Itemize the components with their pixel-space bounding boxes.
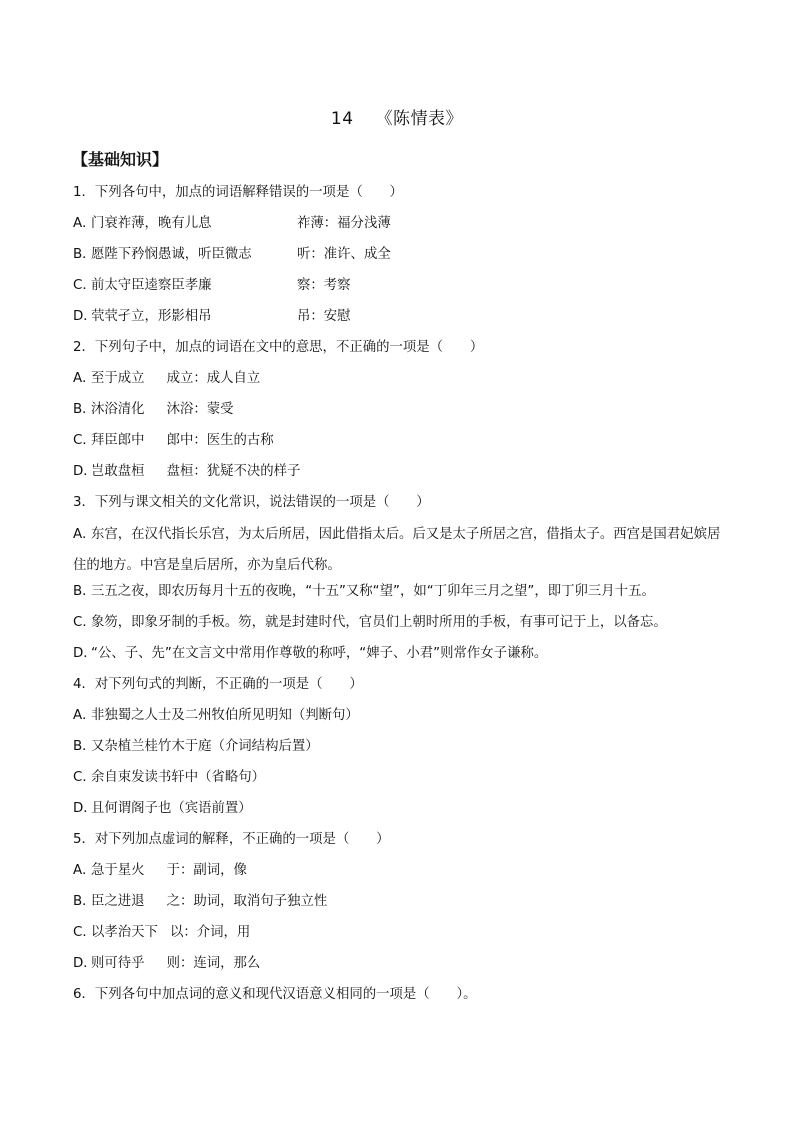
question-1-option-c: C．前太守臣逵察臣孝廉 察：考察	[73, 278, 351, 293]
page-title	[0, 104, 794, 129]
question-4-option-d: D．且何谓阁子也（宾语前置）	[73, 801, 252, 816]
question-5-option-d: D．则可待乎 则：连词，那么	[73, 956, 261, 971]
question-3-option-d: D．“公、子、先”在文言文中常用作尊敬的称呼，“婢子、小君”则常作女子谦称。	[73, 646, 548, 661]
question-4-stem: 4．对下列句式的判断，不正确的一项是（ ）	[73, 677, 363, 692]
question-1-stem: 1．下列各句中，加点的词语解释错误的一项是（ ）	[73, 185, 403, 200]
question-1-option-d: D．茕茕孑立，形影相吊 吊：安慰	[73, 309, 351, 324]
question-1-option-b: B．愿陛下矜悯愚诚，听臣微志 听：准许、成全	[73, 247, 391, 262]
question-2-stem: 2．下列句子中，加点的词语在文中的意思，不正确的一项是（ ）	[73, 340, 484, 355]
question-1-option-a: A．门衰祚薄，晚有儿息 祚薄：福分浅薄	[73, 216, 391, 231]
lesson-number: 14	[330, 109, 354, 129]
question-2-option-c: C．拜臣郎中 郎中：医生的古称	[73, 433, 274, 448]
question-5-option-b: B．臣之进退 之：助词，取消句子独立性	[73, 894, 328, 909]
question-6-stem: 6．下列各句中加点词的意义和现代汉语意义相同的一项是（ ）。	[73, 987, 477, 1002]
question-list	[73, 182, 733, 1015]
question-4-option-a: A．非独蜀之人士及二州牧伯所见明知（判断句）	[73, 708, 359, 723]
question-3-stem: 3．下列与课文相关的文化常识，说法错误的一项是（ ）	[73, 495, 430, 510]
lesson-title: 《陈情表》	[375, 109, 464, 129]
question-3-option-c: C．象笏，即象牙制的手板。笏，就是封建时代，官员们上朝时所用的手板，有事可记于上，以备忘。	[73, 615, 667, 630]
question-5-option-a: A．急于星火 于：副词，像	[73, 863, 247, 878]
question-4-option-b: B．又杂植兰桂竹木于庭（介词结构后置）	[73, 739, 319, 754]
question-2-option-b: B．沐浴清化 沐浴：蒙受	[73, 402, 234, 417]
question-3-option-b: B．三五之夜，即农历每月十五的夜晚，“十五”又称“望”，如“丁卯年三月之望”，即丁卯三月十五。	[73, 584, 655, 599]
question-5-option-c: C．以孝治天下 以：介词，用	[73, 925, 251, 940]
question-2-option-a: A．至于成立 成立：成人自立	[73, 371, 261, 386]
section-heading: 【基础知识】	[72, 150, 169, 169]
question-2-option-d: D．岂敢盘桓 盘桓：犹疑不决的样子	[73, 464, 301, 479]
question-5-stem: 5．对下列加点虚词的解释，不正确的一项是（ ）	[73, 832, 390, 847]
question-4-option-c: C．余自束发读书轩中（省略句）	[73, 770, 266, 785]
question-3-option-a: A．东宫，在汉代指长乐宫，为太后所居，因此借指太后。后又是太子所居之宫，借指太子。西宫是国君妃嫔居住的地方。中宫是皇后居所，亦为皇后代称。	[73, 527, 721, 573]
